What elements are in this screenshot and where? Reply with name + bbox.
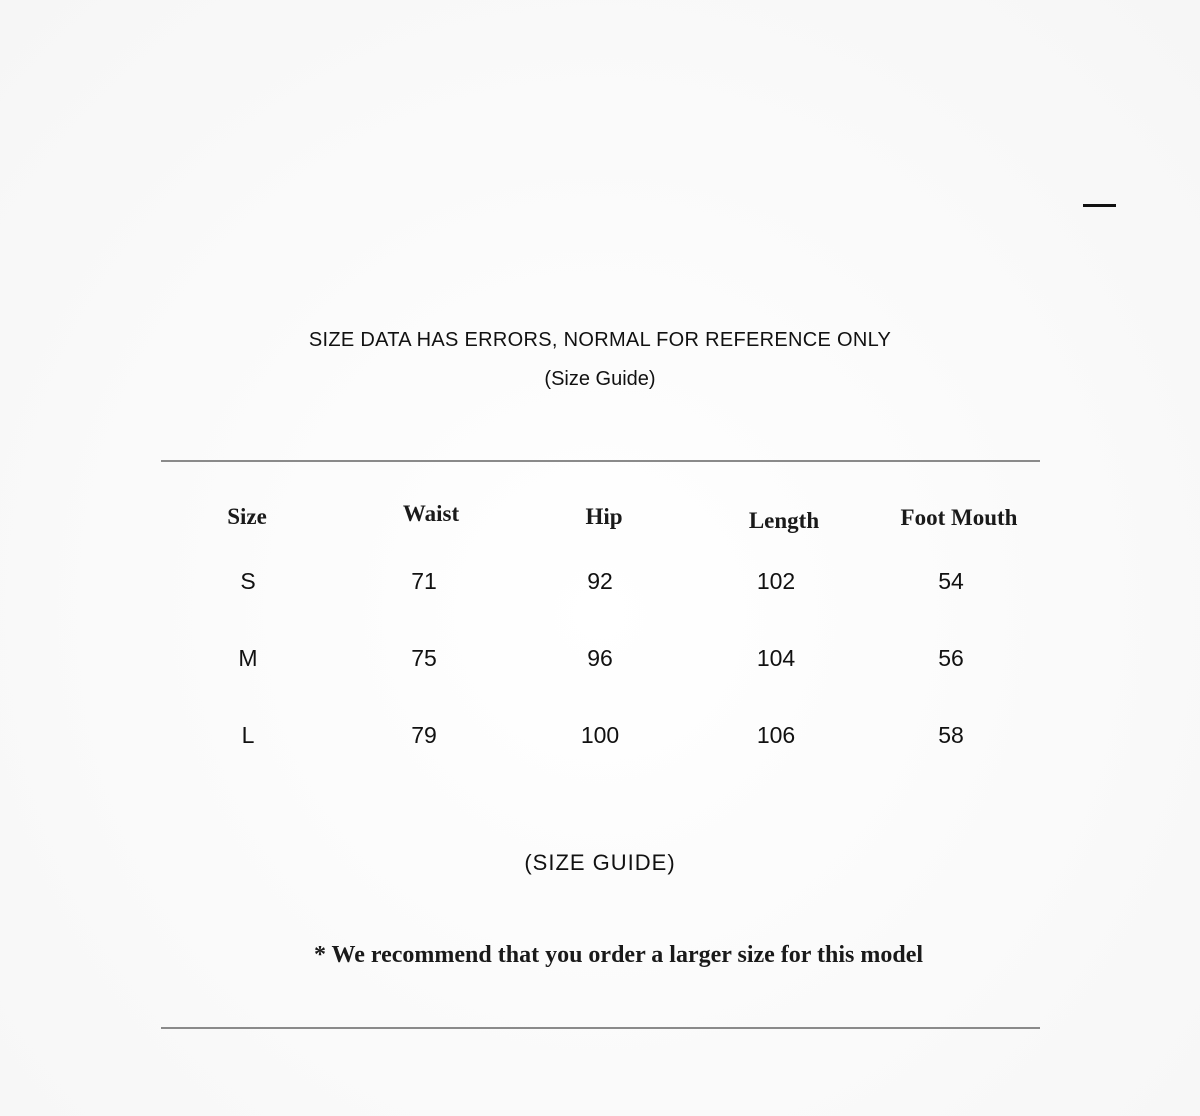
size-recommendation: * We recommend that you order a larger size for this model	[313, 942, 924, 968]
table-cell-hip: 100	[580, 722, 620, 748]
column-header-length: Length	[748, 508, 820, 533]
top-divider	[161, 460, 1040, 462]
table-cell-length: 102	[756, 568, 796, 594]
table-cell-waist: 71	[411, 568, 437, 594]
table-cell-hip: 92	[587, 568, 613, 594]
size-disclaimer: SIZE DATA HAS ERRORS, NORMAL FOR REFERENCE ONLY	[308, 329, 892, 351]
column-header-size: Size	[227, 504, 267, 529]
table-cell-foot-mouth: 58	[938, 722, 964, 748]
table-cell-waist: 79	[411, 722, 437, 748]
table-cell-length: 106	[756, 722, 796, 748]
column-header-foot-mouth: Foot Mouth	[900, 505, 1018, 530]
table-cell-waist: 75	[411, 645, 437, 671]
table-cell-hip: 96	[587, 645, 613, 671]
minus-icon[interactable]	[1083, 204, 1116, 207]
column-header-waist: Waist	[402, 501, 460, 526]
table-cell-foot-mouth: 56	[938, 645, 964, 671]
table-cell-size: L	[241, 722, 255, 748]
table-cell-length: 104	[756, 645, 796, 671]
column-header-hip: Hip	[585, 504, 623, 529]
size-guide-caption: (SIZE GUIDE)	[524, 850, 676, 875]
table-cell-foot-mouth: 54	[938, 568, 964, 594]
table-cell-size: S	[240, 568, 256, 594]
bottom-divider	[161, 1027, 1040, 1029]
table-cell-size: M	[238, 645, 258, 671]
size-guide-subtitle: (Size Guide)	[544, 368, 656, 390]
